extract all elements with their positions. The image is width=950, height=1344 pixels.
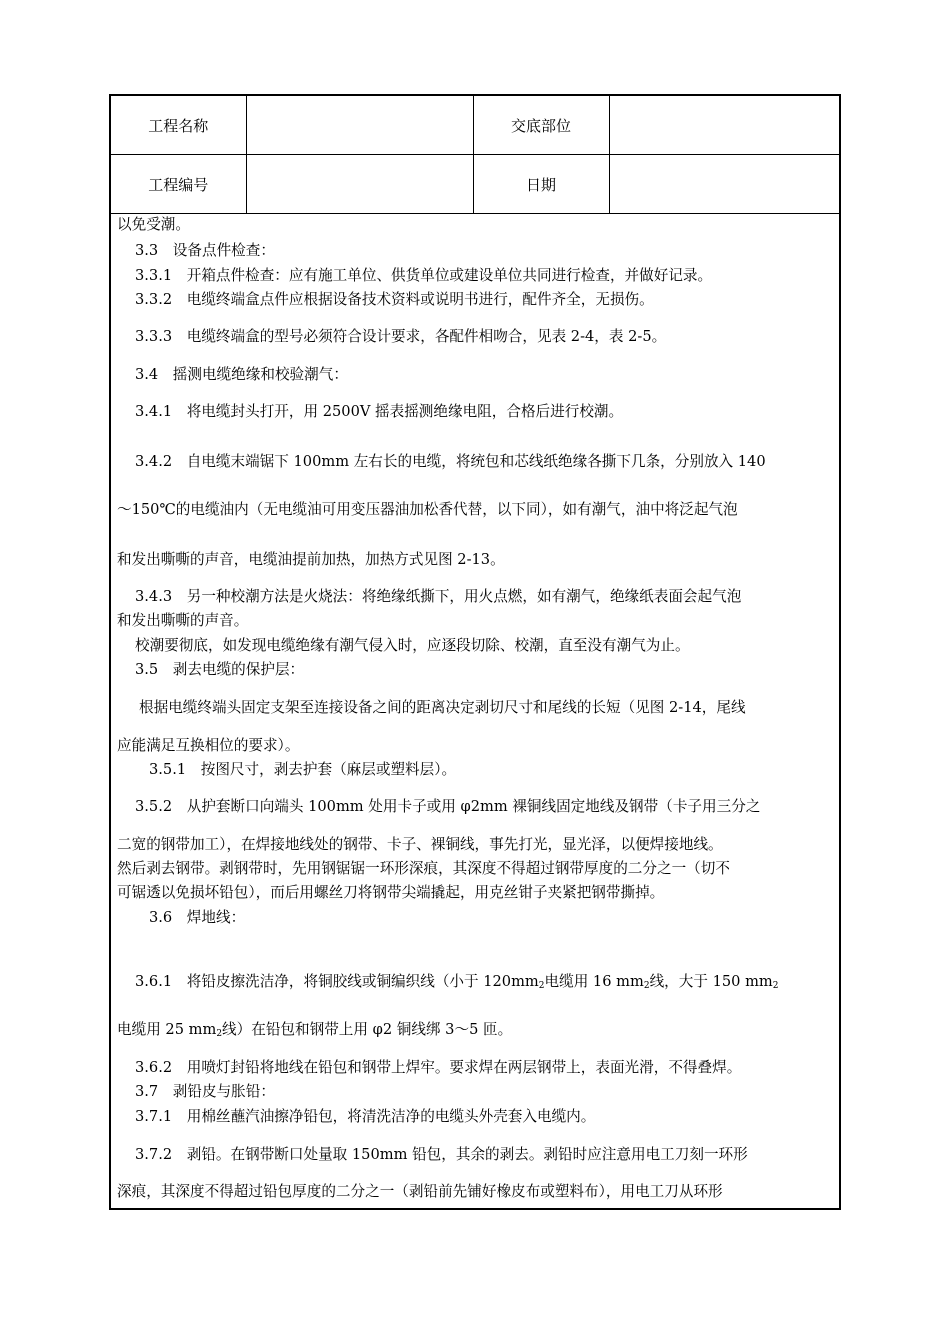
location-label: 交底部位: [473, 96, 609, 155]
date-label: 日期: [473, 155, 609, 214]
text-line: 3.3.1 开箱点件检查：应有施工单位、供货单位或建设单位共同进行检查，并做好记录。: [135, 267, 713, 284]
text-line: 校潮要彻底，如发现电缆绝缘有潮气侵入时，应逐段切除、校潮，直至没有潮气为止。: [135, 637, 690, 654]
text-line: 电缆用 25 $mm_2$线）在铅包和钢带上用 φ2 铜线绑 3～5 匝。: [117, 1021, 513, 1039]
text-line: ～150℃的电缆油内（无电缆油可用变压器油加松香代替，以下同），如有潮气，油中将泛起气泡: [117, 501, 738, 518]
text-line: 深痕，其深度不得超过铅包厚度的二分之一（剥铅前先铺好橡皮布或塑料布），用电工刀从环形: [117, 1183, 723, 1200]
text-line: 然后剥去钢带。剥钢带时，先用钢锯锯一环形深痕，其深度不得超过钢带厚度的二分之一（切不: [117, 860, 730, 877]
text-line: 3.5.1 按图尺寸，剥去护套（麻层或塑料层）。: [149, 761, 457, 778]
section-heading: 3.5 剥去电缆的保护层：: [135, 661, 305, 678]
section-heading: 3.6 焊地线：: [149, 909, 246, 926]
text-line: 3.4.3 另一种校潮方法是火烧法：将绝缘纸撕下，用火点燃，如有潮气，绝缘纸表面会起气泡: [135, 588, 742, 605]
body-text: [111, 96, 839, 1208]
text-line: 3.4.1 将电缆封头打开，用 2500V 摇表摇测绝缘电阻，合格后进行校潮。: [135, 403, 624, 420]
text-line: 应能满足互换相位的要求）。: [117, 737, 300, 754]
text-line: 3.7.1 用棉丝蘸汽油擦净铅包，将清洗洁净的电缆头外壳套入电缆内。: [135, 1108, 596, 1125]
text-line: 3.6.1 将铅皮擦洗洁净，将铜胶线或铜编织线（小于 $120mm_2$电缆用 16 $mm_2$线，大于 150 $mm_2$: [135, 973, 779, 991]
text-line: 二宽的钢带加工），在焊接地线处的钢带、卡子、裸铜线，事先打光，显光泽，以便焊接地线。: [117, 836, 723, 853]
text-line: 3.5.2 从护套断口向端头 100mm 处用卡子或用 φ2mm 裸铜线固定地线及钢带（卡子用三分之: [135, 798, 761, 815]
text-line: 可锯透以免损坏铅包），而后用螺丝刀将钢带尖端撬起，用克丝钳子夹紧把钢带撕掉。: [117, 884, 665, 901]
text-line: 3.3.2 电缆终端盒点件应根据设备技术资料或说明书进行，配件齐全，无损伤。: [135, 291, 654, 308]
section-heading: 3.3 设备点件检查：: [135, 242, 275, 259]
section-heading: 3.4 摇测电缆绝缘和校验潮气：: [135, 366, 348, 383]
project-no-label: 工程编号: [111, 155, 246, 214]
text-line: 3.7.2 剥铅。在钢带断口处量取 150mm 铅包，其余的剥去。剥铅时应注意用电工刀刻一环形: [135, 1146, 748, 1163]
text-line: 以免受潮。: [117, 216, 190, 233]
text-line: 3.6.2 用喷灯封铅将地线在铅包和钢带上焊牢。要求焊在两层钢带上，表面光滑，不得叠焊。: [135, 1059, 742, 1076]
project-name-label: 工程名称: [111, 96, 246, 155]
section-heading: 3.7 剥铅皮与胀铅：: [135, 1083, 275, 1100]
text-line: 3.3.3 电缆终端盒的型号必须符合设计要求，各配件相吻合，见表 2-4，表 2-5。: [135, 328, 667, 345]
text-line: 和发出嘶嘶的声音。: [117, 612, 249, 629]
text-line: 3.4.2 自电缆末端锯下 100mm 左右长的电缆，将统包和芯线纸绝缘各撕下几条，分别放入 140: [135, 453, 766, 470]
text-line: 根据电缆终端头固定支架至连接设备之间的距离决定剥切尺寸和尾线的长短（见图 2-14，尾线: [139, 699, 746, 716]
text-line: 和发出嘶嘶的声音，电缆油提前加热，加热方式见图 2-13。: [117, 551, 505, 568]
document-frame: [109, 94, 841, 1210]
